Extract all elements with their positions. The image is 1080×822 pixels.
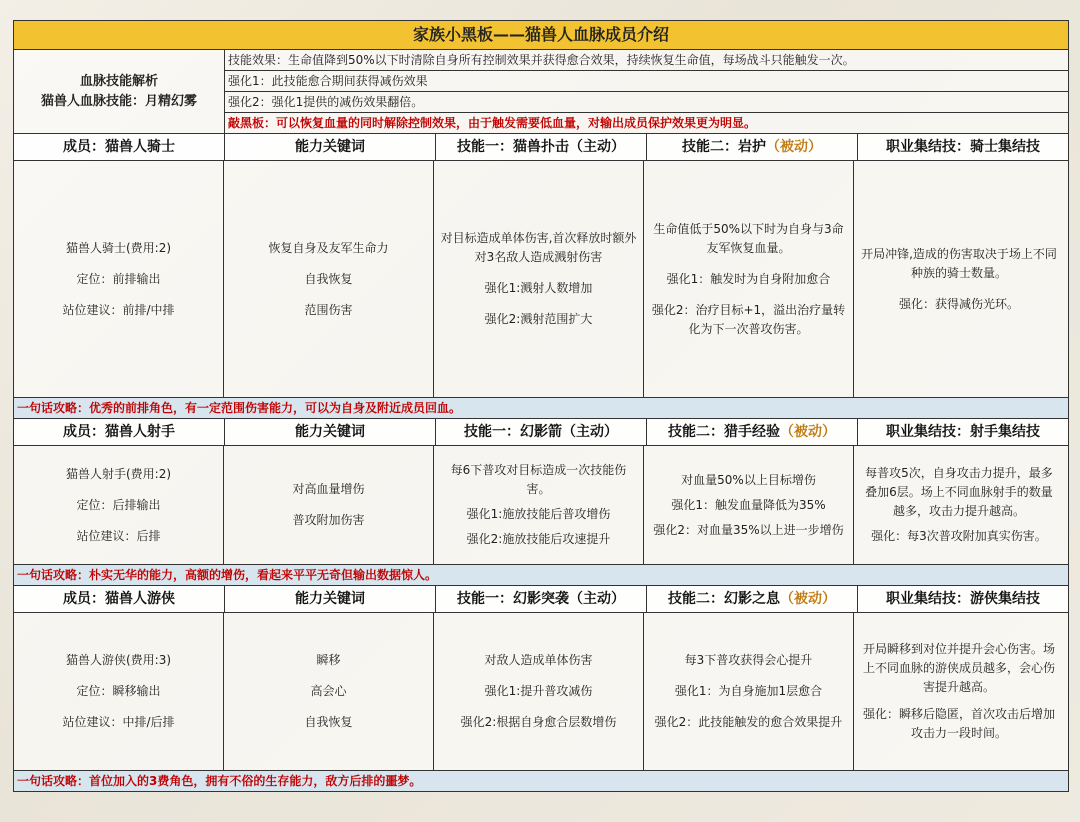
skill1-upgrade1: 强化1:溅射人数增加 <box>484 281 593 295</box>
member-body-row <box>14 161 1068 398</box>
member-cost: 猫兽人骑士(费用:2) <box>65 240 172 255</box>
keyword-item: 自我恢复 <box>304 715 353 729</box>
member-tip: 一句话攻略：首位加入的3费角色，拥有不俗的生存能力，敌方后排的噩梦。 <box>14 771 1068 791</box>
skill-note-text: 敲黑板：可以恢复血量的同时解除控制效果，由于触发需要低血量，对输出成员保护效果更为明显。 <box>228 116 757 130</box>
member-body-row <box>14 446 1068 565</box>
member-info-cell <box>14 161 224 397</box>
member-role: 定位：前排输出 <box>76 271 161 286</box>
skill2-desc: 生命值低于50%以下时为自身与3命友军恢复血量。 <box>653 221 844 255</box>
skill2-upgrade1: 强化1：触发时为自身附加愈合 <box>666 271 831 286</box>
member-header-row <box>14 586 1068 613</box>
skill2-header <box>647 419 858 445</box>
skill-effect-text: 技能效果：生命值降到50%以下时清除自身所有控制效果并获得愈合效果，持续恢复生命值，每场战斗只能触发一次。 <box>225 50 1068 71</box>
skill2-cell <box>644 613 854 770</box>
skill-upgrade2-text: 强化2：强化1提供的减伤效果翻倍。 <box>225 92 1068 113</box>
member-body-row <box>14 613 1068 771</box>
keyword-item: 自我恢复 <box>304 271 353 286</box>
member-info-cell <box>14 446 224 564</box>
member-header-row <box>14 419 1068 446</box>
skill1-cell <box>434 446 644 564</box>
skill2-cell <box>644 446 854 564</box>
skill2-desc: 对血量50%以上目标增伤 <box>681 472 816 487</box>
member-tip: 一句话攻略：朴实无华的能力，高额的增伤，看起来平平无奇但输出数据惊人。 <box>14 565 1068 586</box>
member-position: 站位建议：中排/后排 <box>62 715 175 729</box>
bloodline-label-line2: 猫兽人血脉技能：月精幻雾 <box>40 93 197 109</box>
keyword-item: 对高血量增伤 <box>292 482 365 496</box>
keywords-header: 能力关键词 <box>225 586 436 612</box>
skill-upgrade1-text: 强化1：此技能愈合期间获得减伤效果 <box>225 71 1068 92</box>
combo-desc: 每普攻5次，自身攻击力提升，最多叠加6层。场上不同血脉射手的数量越多，攻击力提升越高。 <box>865 466 1053 518</box>
combo-upgrade: 强化：获得减伤光环。 <box>898 296 1019 311</box>
skill2-cell <box>644 161 854 397</box>
keyword-item: 范围伤害 <box>304 302 353 317</box>
member-header-row <box>14 134 1068 161</box>
member-cost: 猫兽人游侠(费用:3) <box>65 653 172 667</box>
bloodline-label-line1: 血脉技能解析 <box>79 73 158 89</box>
skill2-upgrade2: 强化2：此技能触发的愈合效果提升 <box>654 715 843 729</box>
skill1-cell <box>434 613 644 770</box>
skill1-desc: 对目标造成单体伤害,首次释放时额外对3名敌人造成溅射伤害 <box>440 231 637 264</box>
skill2-header-label: 技能二：幻影之息 <box>668 591 780 607</box>
skill1-header: 技能一：幻影箭（主动） <box>436 419 647 445</box>
combo-header: 职业集结技：游侠集结技 <box>886 591 1040 607</box>
member-tip: 一句话攻略：优秀的前排角色，有一定范围伤害能力，可以为自身及附近成员回血。 <box>14 398 1068 419</box>
member-role: 定位：瞬移输出 <box>76 684 161 698</box>
combo-cell <box>854 613 1064 770</box>
passive-tag: （被动） <box>766 139 822 155</box>
skill2-header <box>647 134 858 160</box>
keywords-header: 能力关键词 <box>225 419 436 445</box>
skill1-upgrade1: 强化1:提升普攻减伤 <box>484 684 593 698</box>
keyword-item: 恢复自身及友军生命力 <box>268 240 389 255</box>
passive-tag: （被动） <box>780 424 836 440</box>
member-cost: 猫兽人射手(费用:2) <box>65 466 172 481</box>
keywords-cell <box>224 613 434 770</box>
keyword-item: 普攻附加伤害 <box>292 513 365 527</box>
keyword-item: 瞬移 <box>316 653 341 667</box>
skill2-header-label: 技能二：猎手经验 <box>668 424 780 440</box>
member-info-cell <box>14 613 224 770</box>
sheet-title: 家族小黑板——猫兽人血脉成员介绍 <box>14 21 1068 50</box>
skill1-upgrade1: 强化1:施放技能后普攻增伤 <box>466 507 611 521</box>
member-position: 站位建议：后排 <box>76 528 161 543</box>
member-guide-sheet <box>13 20 1069 792</box>
skill2-upgrade2: 强化2：治疗目标+1，溢出治疗量转化为下一次普攻伤害。 <box>651 302 846 336</box>
skill1-upgrade2: 强化2:溅射范围扩大 <box>484 312 593 326</box>
bloodline-skill-intro <box>14 50 1068 134</box>
combo-cell <box>854 161 1064 397</box>
member-name-header: 成员：猫兽人游侠 <box>14 586 225 612</box>
member-name-header: 成员：猫兽人骑士 <box>14 134 225 160</box>
combo-desc: 开局冲锋,造成的伤害取决于场上不同种族的骑士数量。 <box>861 246 1057 280</box>
combo-header: 职业集结技：射手集结技 <box>886 424 1040 440</box>
skill2-upgrade1: 强化1：触发血量降低为35% <box>671 497 826 512</box>
bloodline-skill-label <box>14 50 225 133</box>
combo-cell <box>854 446 1064 564</box>
skill1-header: 技能一：幻影突袭（主动） <box>436 586 647 612</box>
skill2-upgrade1: 强化1：为自身施加1层愈合 <box>674 684 823 698</box>
combo-desc: 开局瞬移到对位并提升会心伤害。场上不同血脉的游侠成员越多，会心伤害提升越高。 <box>862 642 1055 694</box>
member-role: 定位：后排输出 <box>76 497 161 512</box>
skill1-desc: 每6下普攻对目标造成一次技能伤害。 <box>450 463 627 496</box>
skill2-desc: 每3下普攻获得会心提升 <box>684 653 813 667</box>
skill2-upgrade2: 强化2：对血量35%以上进一步增伤 <box>653 522 844 537</box>
member-position: 站位建议：前排/中排 <box>62 302 175 317</box>
keyword-item: 高会心 <box>310 684 347 698</box>
skill2-header <box>647 586 858 612</box>
skill1-upgrade2: 强化2:根据自身愈合层数增伤 <box>460 715 617 729</box>
member-name-header: 成员：猫兽人射手 <box>14 419 225 445</box>
skill2-header-label: 技能二：岩护 <box>682 139 766 155</box>
combo-header: 职业集结技：骑士集结技 <box>886 139 1040 155</box>
bloodline-skill-details <box>225 50 1068 133</box>
combo-upgrade: 强化：瞬移后隐匿，首次攻击后增加攻击力一段时间。 <box>862 707 1055 740</box>
passive-tag: （被动） <box>780 591 836 607</box>
keywords-header: 能力关键词 <box>225 134 436 160</box>
skill1-desc: 对敌人造成单体伤害 <box>484 653 593 667</box>
skill1-cell <box>434 161 644 397</box>
keywords-cell <box>224 161 434 397</box>
skill1-header: 技能一：猫兽扑击（主动） <box>436 134 647 160</box>
combo-upgrade: 强化：每3次普攻附加真实伤害。 <box>871 529 1047 543</box>
skill1-upgrade2: 强化2:施放技能后攻速提升 <box>466 532 611 546</box>
keywords-cell <box>224 446 434 564</box>
